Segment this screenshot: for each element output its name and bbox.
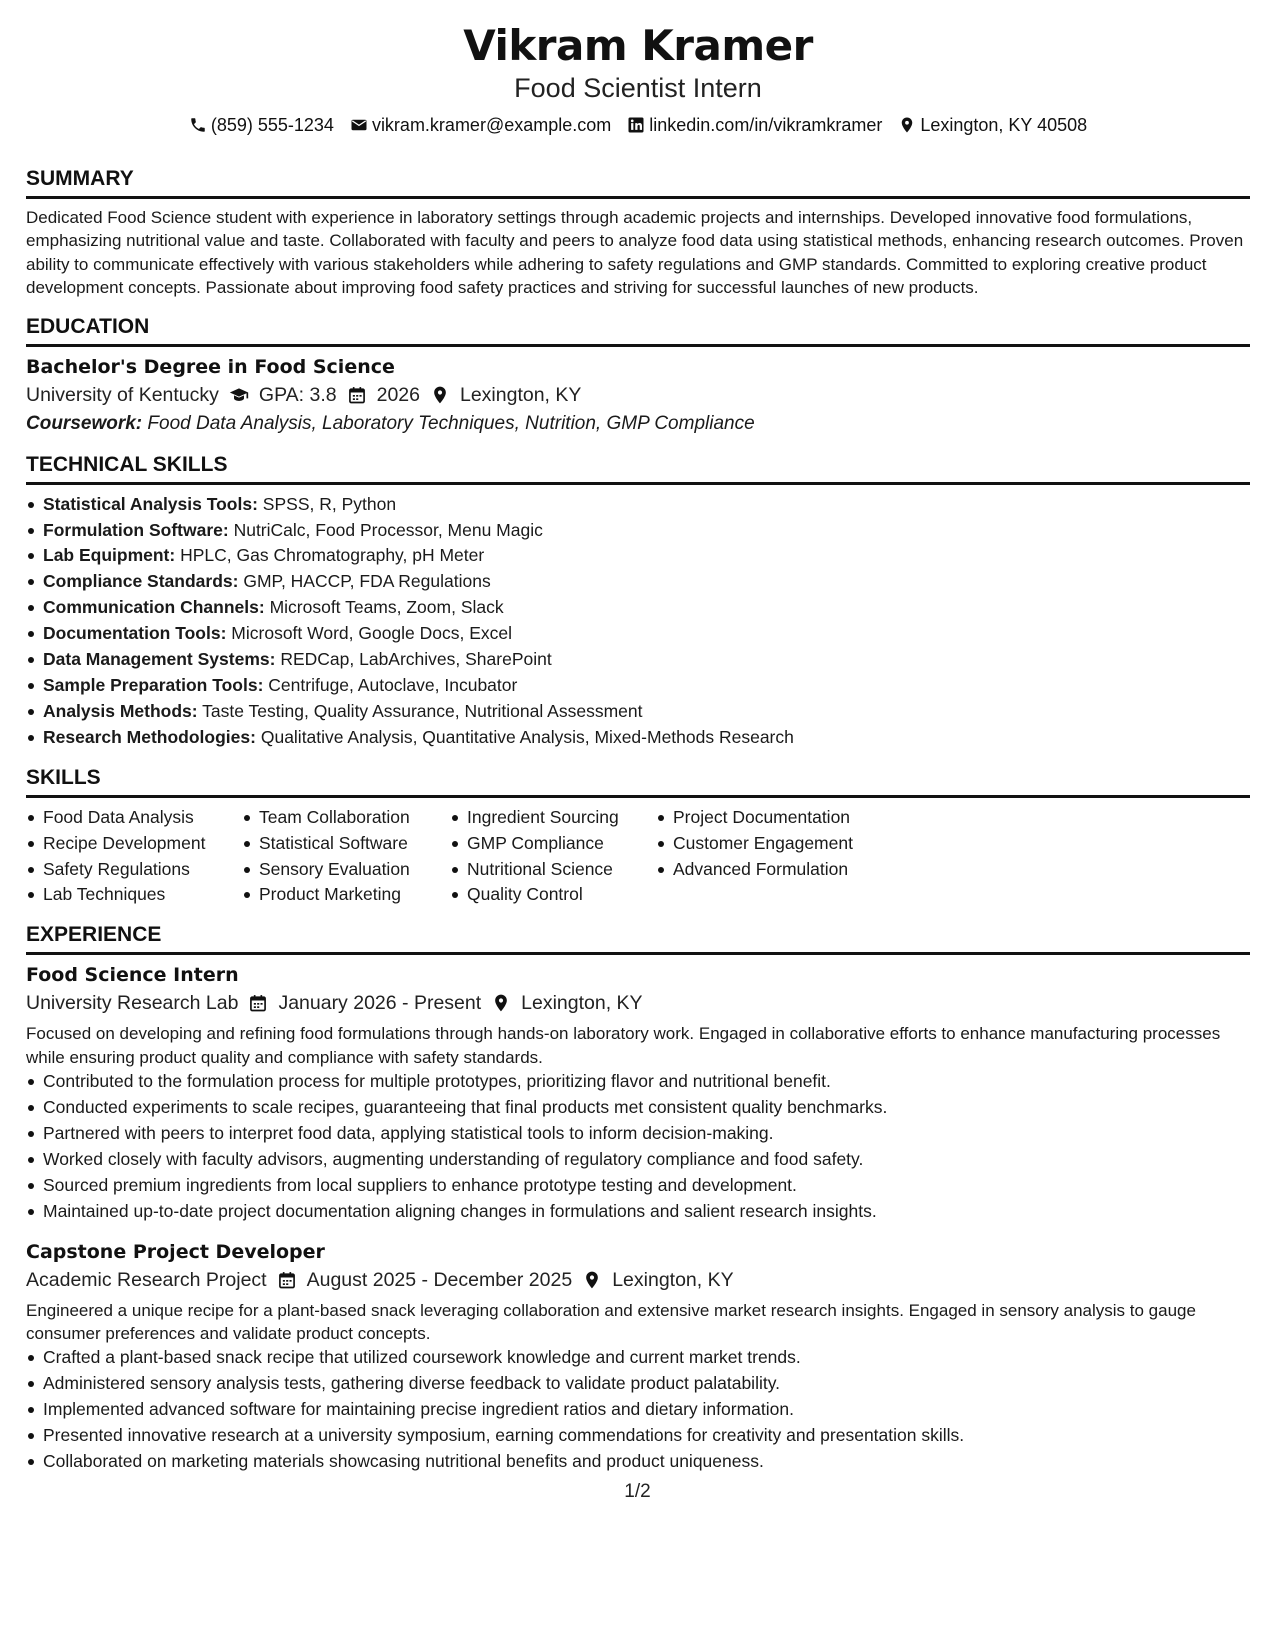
- technical-skills-section: [26, 452, 1250, 751]
- contact-bar: [26, 113, 1250, 137]
- list-item: Maintained up-to-date project documentation aligning changes in formulations and salient research insights.: [26, 1199, 1250, 1225]
- list-item: [26, 647, 1250, 673]
- education-location: Lexington, KY: [459, 383, 582, 406]
- section-divider: [26, 795, 1250, 798]
- job-dates: August 2025 - December 2025: [306, 1268, 573, 1291]
- skill-label: Statistical Analysis Tools:: [43, 493, 258, 514]
- skills-column: [242, 805, 450, 909]
- resume-header: [26, 22, 1250, 137]
- job-organization: Academic Research Project: [26, 1268, 267, 1291]
- list-item: Sourced premium ingredients from local suppliers to enhance prototype testing and development.: [26, 1173, 1250, 1199]
- candidate-name: Vikram Kramer: [463, 21, 813, 70]
- job-location: Lexington, KY: [612, 1268, 734, 1291]
- list-item: Presented innovative research at a university symposium, earning commendations for creativity and presentation skills.: [26, 1423, 1250, 1449]
- phone-icon: [189, 116, 207, 134]
- section-divider: [26, 482, 1250, 485]
- skill-label: Research Methodologies:: [43, 726, 256, 747]
- job-meta: [26, 988, 1250, 1018]
- coursework: [26, 410, 1250, 438]
- graduation-year: 2026: [376, 383, 420, 406]
- skill-label: Documentation Tools:: [43, 623, 227, 644]
- degree-title: Bachelor's Degree in Food Science: [26, 355, 395, 378]
- section-divider: [26, 344, 1250, 347]
- contact-phone[interactable]: [189, 113, 334, 137]
- list-item: [26, 699, 1250, 725]
- list-item: Customer Engagement: [656, 831, 853, 857]
- skill-value: REDCap, LabArchives, SharePoint: [280, 649, 552, 670]
- list-item: [26, 543, 1250, 569]
- list-item: Lab Techniques: [26, 882, 242, 908]
- skills-section: [26, 765, 1250, 909]
- skills-grid: [26, 805, 1250, 909]
- skill-value: Centrifuge, Autoclave, Incubator: [268, 674, 518, 695]
- skills-column: [450, 805, 656, 909]
- skills-column: [26, 805, 242, 909]
- list-item: [26, 595, 1250, 621]
- list-item: Recipe Development: [26, 831, 242, 857]
- skill-value: Microsoft Teams, Zoom, Slack: [269, 597, 504, 618]
- job-description: Focused on developing and refining food formulations through hands-on laboratory work. Engaged in collaborative efforts to enhance manufacturing processes while ensuring product quality and compliance with safety standards.: [26, 1024, 1221, 1067]
- gpa: GPA: 3.8: [258, 383, 337, 406]
- experience-section: [26, 922, 1250, 1475]
- contact-linkedin[interactable]: [627, 113, 882, 137]
- calendar-icon: [277, 1270, 297, 1290]
- graduation-cap-icon: [229, 385, 249, 405]
- list-item: Conducted experiments to scale recipes, guaranteeing that final products met consistent quality benchmarks.: [26, 1095, 1250, 1121]
- job-meta: [26, 1265, 1250, 1295]
- contact-linkedin-text: linkedin.com/in/vikramkramer: [649, 115, 883, 135]
- list-item: Quality Control: [450, 882, 656, 908]
- list-item: Product Marketing: [242, 882, 450, 908]
- page-number: 1/2: [624, 1481, 651, 1502]
- list-item: Safety Regulations: [26, 857, 242, 883]
- education-section: [26, 314, 1250, 438]
- map-pin-icon: [898, 116, 916, 134]
- skill-value: Microsoft Word, Google Docs, Excel: [231, 623, 513, 644]
- skill-label: Sample Preparation Tools:: [43, 674, 264, 695]
- list-item: Advanced Formulation: [656, 857, 853, 883]
- section-divider: [26, 952, 1250, 955]
- contact-location-text: Lexington, KY 40508: [920, 115, 1088, 135]
- list-item: [26, 621, 1250, 647]
- skill-label: Compliance Standards:: [43, 571, 239, 592]
- school-name: University of Kentucky: [26, 383, 219, 406]
- list-item: [26, 725, 1250, 751]
- section-divider: [26, 196, 1250, 199]
- linkedin-icon: [627, 116, 645, 134]
- education-meta: [26, 380, 1250, 410]
- job-title: Food Scientist Intern: [514, 73, 762, 103]
- list-item: Contributed to the formulation process for multiple prototypes, prioritizing flavor and nutritional benefit.: [26, 1069, 1250, 1095]
- job-role: Food Science Intern: [26, 964, 239, 987]
- job-location: Lexington, KY: [521, 992, 643, 1015]
- list-item: Implemented advanced software for maintaining precise ingredient ratios and dietary information.: [26, 1397, 1250, 1423]
- envelope-icon: [350, 116, 368, 134]
- calendar-icon: [248, 993, 268, 1013]
- list-item: Project Documentation: [656, 805, 853, 831]
- experience-entry: [26, 962, 1250, 1224]
- experience-entry: [26, 1239, 1250, 1475]
- list-item: Ingredient Sourcing: [450, 805, 656, 831]
- coursework-label: Coursework:: [26, 412, 143, 434]
- list-item: [26, 673, 1250, 699]
- job-bullets: [26, 1345, 1250, 1475]
- job-description: Engineered a unique recipe for a plant-based snack leveraging collaboration and extensive market research insights. Engaged in sensory analysis to gauge consumer preferences and validate product concepts.: [26, 1300, 1196, 1343]
- list-item: Sensory Evaluation: [242, 857, 450, 883]
- contact-email[interactable]: [350, 113, 611, 137]
- list-item: [26, 518, 1250, 544]
- list-item: [26, 569, 1250, 595]
- education-heading: EDUCATION: [26, 314, 150, 338]
- skill-label: Communication Channels:: [43, 597, 265, 618]
- technical-skills-list: [26, 492, 1250, 751]
- map-pin-icon: [491, 993, 511, 1013]
- skills-heading: SKILLS: [26, 765, 101, 789]
- list-item: GMP Compliance: [450, 831, 656, 857]
- map-pin-icon: [430, 385, 450, 405]
- summary-heading: SUMMARY: [26, 167, 134, 190]
- map-pin-icon: [582, 1270, 602, 1290]
- contact-location: [898, 113, 1087, 137]
- skill-label: Formulation Software:: [43, 519, 229, 540]
- skill-value: HPLC, Gas Chromatography, pH Meter: [180, 545, 485, 566]
- list-item: [26, 492, 1250, 518]
- calendar-icon: [347, 385, 367, 405]
- job-role: Capstone Project Developer: [26, 1240, 325, 1263]
- skill-value: NutriCalc, Food Processor, Menu Magic: [233, 519, 543, 540]
- skill-label: Data Management Systems:: [43, 649, 276, 670]
- list-item: Statistical Software: [242, 831, 450, 857]
- skill-label: Analysis Methods:: [43, 700, 198, 721]
- summary-section: [26, 166, 1250, 300]
- list-item: Nutritional Science: [450, 857, 656, 883]
- skill-label: Lab Equipment:: [43, 545, 176, 566]
- contact-email-text: vikram.kramer@example.com: [371, 115, 612, 135]
- list-item: Collaborated on marketing materials showcasing nutritional benefits and product uniqueness.: [26, 1449, 1250, 1475]
- job-dates: January 2026 - Present: [278, 992, 482, 1015]
- list-item: Food Data Analysis: [26, 805, 242, 831]
- job-organization: University Research Lab: [26, 992, 239, 1015]
- list-item: Team Collaboration: [242, 805, 450, 831]
- list-item: Partnered with peers to interpret food data, applying statistical tools to inform decision-making.: [26, 1121, 1250, 1147]
- skill-value: SPSS, R, Python: [262, 493, 397, 514]
- contact-phone-text: (859) 555-1234: [210, 115, 334, 135]
- skills-column: [656, 805, 853, 909]
- technical-skills-heading: TECHNICAL SKILLS: [26, 452, 228, 476]
- experience-heading: EXPERIENCE: [26, 923, 162, 947]
- list-item: Crafted a plant-based snack recipe that utilized coursework knowledge and current market trends.: [26, 1345, 1250, 1371]
- skill-value: GMP, HACCP, FDA Regulations: [243, 571, 491, 592]
- coursework-list: Food Data Analysis, Laboratory Techniques, Nutrition, GMP Compliance: [147, 412, 755, 434]
- list-item: Administered sensory analysis tests, gathering diverse feedback to validate product palatability.: [26, 1371, 1250, 1397]
- list-item: Worked closely with faculty advisors, augmenting understanding of regulatory compliance and food safety.: [26, 1147, 1250, 1173]
- skill-value: Qualitative Analysis, Quantitative Analysis, Mixed-Methods Research: [260, 726, 794, 747]
- job-bullets: [26, 1069, 1250, 1224]
- summary-text: Dedicated Food Science student with experience in laboratory settings through academic projects and internships. Developed innovative food formulations, emphasizing nutritional value and taste. Collaborated with faculty and peers to analyze food data using statistical methods, enhancing research outcomes. Proven ability to communicate effectively with various stakeholders while adhering to safety regulations and GMP standards. Committed to exploring creative product development concepts. Passionate about improving food safety practices and striving for successful launches of new products.: [26, 208, 1244, 298]
- skill-value: Taste Testing, Quality Assurance, Nutritional Assessment: [202, 700, 643, 721]
